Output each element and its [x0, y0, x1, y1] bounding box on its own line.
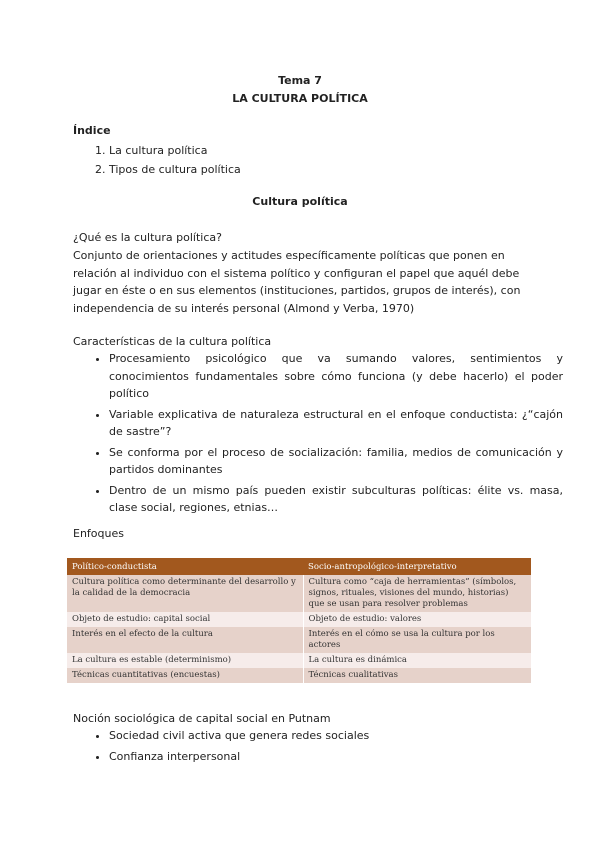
table-row [67, 627, 531, 653]
enfoques-table [67, 558, 531, 683]
table-cell: Cultura como “caja de herramientas” (símbolos, signos, rituales, visiones del mundo, historias) que se usan para resolver problemas [303, 575, 531, 612]
question-text: ¿Qué es la cultura política? [73, 231, 222, 244]
table-row [67, 575, 531, 612]
list-item: • Variable explicativa de naturaleza estructural en el enfoque conductista: ¿“cajón de sastre”? [109, 406, 563, 441]
indice-heading: Índice [73, 124, 111, 137]
definition-text: Conjunto de orientaciones y actitudes específicamente políticas que ponen en relación al individuo con el sistema político y configuran el papel que aquél debe jugar en éste o en sus elementos (instituciones, partidos, grupos de interés), con independencia de su interés personal (Almond y Verba, 1970) [73, 249, 521, 315]
table-row [67, 668, 531, 683]
list-item: • Sociedad civil activa que genera redes sociales [109, 727, 563, 745]
putnam-list [73, 727, 563, 768]
column-header: Socio-antropológico-interpretativo [303, 558, 531, 575]
list-item: • Dentro de un mismo país pueden existir subculturas políticas: élite vs. masa, clase social, regiones, etnias… [109, 482, 563, 517]
indice-item: 2. Tipos de cultura política [109, 160, 241, 179]
table-row [67, 612, 531, 627]
table-cell: La cultura es dinámica [303, 653, 531, 668]
page-title: LA CULTURA POLÍTICA [232, 92, 368, 105]
caracteristicas-heading: Características de la cultura política [73, 335, 272, 348]
indice-list [73, 141, 241, 179]
column-header: Político-conductista [67, 558, 303, 575]
list-item: • Procesamiento psicológico que va sumando valores, sentimientos y conocimientos fundamentales sobre cómo funciona (y debe hacerlo) el poder político [109, 350, 563, 403]
putnam-heading: Noción sociológica de capital social en Putnam [73, 712, 331, 725]
caracteristicas-list [73, 350, 563, 520]
table-cell: Interés en el efecto de la cultura [67, 627, 303, 653]
table-cell: Objeto de estudio: capital social [67, 612, 303, 627]
table-cell: Técnicas cualitativas [303, 668, 531, 683]
table-header-row [67, 558, 531, 575]
section-title: Cultura política [252, 195, 348, 208]
table-cell: Interés en el cómo se usa la cultura por los actores [303, 627, 531, 653]
table-cell: Cultura política como determinante del desarrollo y la calidad de la democracia [67, 575, 303, 612]
indice-item: 1. La cultura política [109, 141, 241, 160]
table-cell: Objeto de estudio: valores [303, 612, 531, 627]
table-cell: La cultura es estable (determinismo) [67, 653, 303, 668]
list-item: • Se conforma por el proceso de socialización: familia, medios de comunicación y partidos dominantes [109, 444, 563, 479]
list-item: • Confianza interpersonal [109, 748, 563, 766]
table-cell: Técnicas cuantitativas (encuestas) [67, 668, 303, 683]
enfoques-heading: Enfoques [73, 527, 124, 540]
table-row [67, 653, 531, 668]
tema-label: Tema 7 [278, 74, 322, 87]
